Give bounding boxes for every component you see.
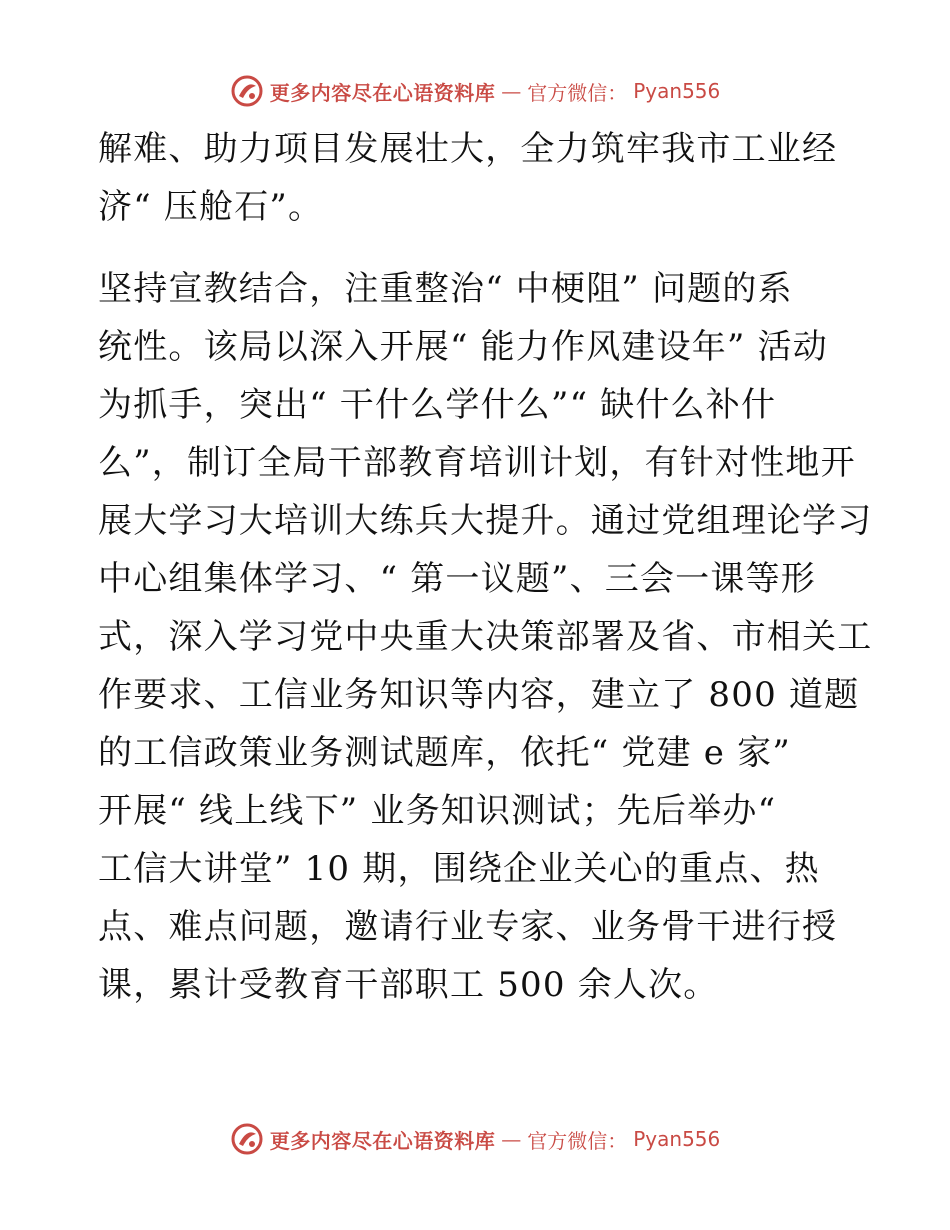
text-line: 统性。该局以深入开展“ 能力作风建设年” 活动 — [98, 327, 828, 367]
watermark-text: 更多内容尽在心语资料库 — [269, 1128, 496, 1153]
footer-watermark — [0, 1119, 950, 1159]
logo-icon — [230, 1122, 264, 1156]
text-line: 解难、助力项目发展壮大，全力筑牢我市工业经 — [98, 129, 838, 169]
paragraph — [98, 120, 858, 236]
watermark-wechat-label: 官方微信： — [527, 80, 628, 105]
header-watermark — [0, 71, 950, 111]
watermark-text: 更多内容尽在心语资料库 — [269, 80, 496, 105]
text-line: 展大学习大培训大练兵大提升。通过党组理论学习 — [98, 501, 873, 541]
watermark-separator: — — [501, 79, 522, 103]
text-line: 中心组集体学习、“ 第一议题”、三会一课等形 — [98, 559, 816, 599]
paragraph — [98, 260, 873, 1014]
text-line: 作要求、工信业务知识等内容，建立了 800 道题 — [98, 675, 860, 715]
text-line: 课，累计受教育干部职工 500 余人次。 — [98, 965, 719, 1005]
text-line: 工信大讲堂” 10 期，围绕企业关心的重点、热 — [98, 849, 820, 889]
logo-icon — [230, 74, 264, 108]
document-body — [98, 120, 873, 1014]
text-line: 为抓手，突出“ 干什么学什么”“ 缺什么补什 — [98, 385, 777, 425]
watermark-wechat-id: Pyan556 — [633, 79, 721, 103]
watermark-wechat-label: 官方微信： — [527, 1128, 628, 1153]
text-line: 式，深入学习党中央重大决策部署及省、市相关工 — [98, 617, 873, 657]
text-line: 济“ 压舱石”。 — [98, 187, 324, 227]
watermark-separator: — — [501, 1127, 522, 1151]
text-line: 么”，制订全局干部教育培训计划，有针对性地开 — [98, 443, 856, 483]
text-line: 开展“ 线上线下” 业务知识测试；先后举办“ — [98, 791, 777, 831]
watermark-wechat-id: Pyan556 — [633, 1127, 721, 1151]
text-line: 的工信政策业务测试题库，依托“ 党建 e 家” — [98, 733, 791, 773]
text-line: 坚持宣教结合，注重整治“ 中梗阻” 问题的系 — [98, 269, 793, 309]
text-line: 点、难点问题，邀请行业专家、业务骨干进行授 — [98, 907, 838, 947]
